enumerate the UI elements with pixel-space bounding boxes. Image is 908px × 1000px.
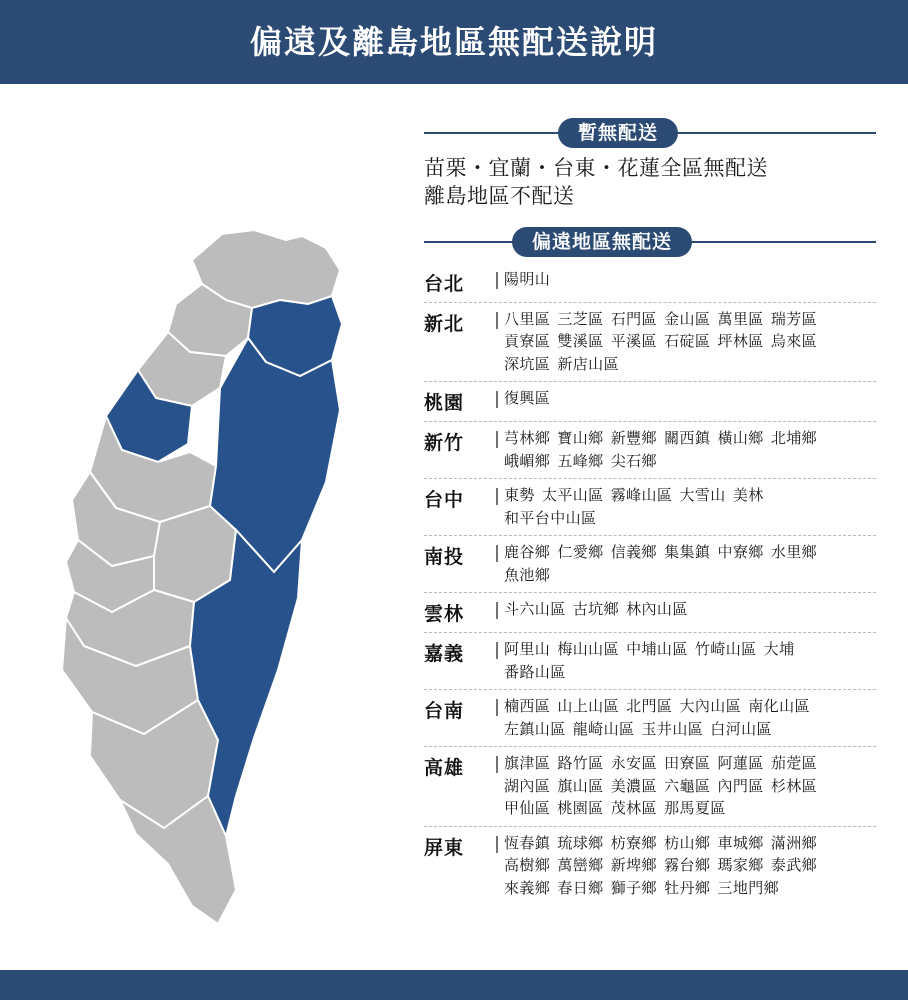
region-areas: [504, 695, 876, 740]
area-line: 和平台中山區: [504, 508, 597, 527]
page-footer: [0, 970, 908, 1000]
region-areas: [504, 541, 876, 586]
region-areas: [504, 427, 876, 472]
region-label: 屏東: [424, 836, 465, 859]
table-row: [424, 633, 876, 690]
no-delivery-text: [424, 154, 876, 211]
section-banner-remote: [424, 227, 876, 257]
row-divider: |: [494, 309, 500, 330]
area-line: 旗津區 路竹區 永安區 田寮區 阿蓮區 茄萣區: [504, 754, 818, 773]
area-line: 峨嵋鄉 五峰鄉 尖石鄉: [504, 451, 657, 470]
area-line: 深坑區 新店山區: [504, 354, 619, 373]
region-areas: [504, 752, 876, 820]
table-row: [424, 479, 876, 536]
taiwan-map-svg: [40, 200, 440, 940]
table-row: [424, 593, 876, 633]
banner-label: 暫無配送: [558, 118, 678, 148]
table-row: [424, 536, 876, 593]
table-row: [424, 382, 876, 422]
region-label: 雲林: [424, 603, 465, 626]
area-line: 復興區: [504, 389, 551, 408]
taiwan-map: [40, 200, 440, 940]
page-header: [0, 0, 908, 84]
row-divider: |: [494, 269, 500, 290]
row-divider: |: [494, 833, 500, 854]
region-label: 新竹: [424, 432, 465, 455]
region-label: 台北: [424, 272, 465, 295]
region-label: 桃園: [424, 392, 465, 415]
area-line: 來義鄉 春日鄉 獅子鄉 牡丹鄉 三地門鄉: [504, 878, 780, 897]
page-title: 偏遠及離島地區無配送說明: [249, 23, 658, 61]
area-line: 東勢 太平山區 霧峰山區 大雪山 美林: [504, 486, 764, 505]
area-line: 陽明山: [504, 269, 551, 288]
area-line: 甲仙區 桃園區 茂林區 那馬夏區: [504, 799, 726, 818]
row-divider: |: [494, 389, 500, 410]
region-label: 嘉義: [424, 643, 465, 666]
region-label: 台中: [424, 489, 465, 512]
area-line: 斗六山區 古坑鄉 林內山區: [504, 600, 688, 619]
area-line: 楠西區 山上山區 北門區 大內山區 南化山區: [504, 697, 810, 716]
table-row: [424, 263, 876, 303]
region-label: 南投: [424, 546, 465, 569]
area-line: 鹿谷鄉 仁愛鄉 信義鄉 集集鎮 中寮鄉 水里鄉: [504, 543, 818, 562]
area-line: 阿里山 梅山山區 中埔山區 竹崎山區 大埔: [504, 640, 795, 659]
table-row: [424, 422, 876, 479]
region-areas: [504, 308, 876, 376]
area-line: 八里區 三芝區 石門區 金山區 萬里區 瑞芳區: [504, 309, 818, 328]
table-row: [424, 303, 876, 383]
row-divider: |: [494, 543, 500, 564]
row-divider: |: [494, 486, 500, 507]
region-label: 高雄: [424, 757, 465, 780]
delivery-info-panel: [424, 118, 876, 905]
area-line: 恆春鎮 琉球鄉 枋寮鄉 枋山鄉 車城鄉 滿洲鄉: [504, 833, 818, 852]
region-areas: [504, 387, 876, 410]
row-divider: |: [494, 600, 500, 621]
region-areas: [504, 638, 876, 683]
area-line: 魚池鄉: [504, 565, 551, 584]
region-areas: [504, 598, 876, 621]
row-divider: |: [494, 754, 500, 775]
area-line: 貢寮區 雙溪區 平溪區 石碇區 坪林區 烏來區: [504, 332, 818, 351]
no-delivery-line-1: 苗栗・宜蘭・台東・花蓮全區無配送: [424, 156, 768, 180]
region-areas: [504, 484, 876, 529]
region-label: 台南: [424, 700, 465, 723]
section-banner-no-delivery: [424, 118, 876, 148]
area-line: 左鎮山區 龍崎山區 玉井山區 白河山區: [504, 719, 772, 738]
table-row: [424, 747, 876, 827]
row-divider: |: [494, 697, 500, 718]
region-label: 新北: [424, 312, 465, 335]
region-areas: [504, 832, 876, 900]
remote-area-table: [424, 263, 876, 906]
area-line: 芎林鄉 寶山鄉 新豐鄉 關西鎮 橫山鄉 北埔鄉: [504, 429, 818, 448]
table-row: [424, 827, 876, 906]
area-line: 湖內區 旗山區 美濃區 六龜區 內門區 杉林區: [504, 776, 818, 795]
area-line: 番路山區: [504, 662, 566, 681]
area-line: 高樹鄉 萬巒鄉 新埤鄉 霧台鄉 瑪家鄉 泰武鄉: [504, 856, 818, 875]
banner-label: 偏遠地區無配送: [512, 227, 692, 257]
row-divider: |: [494, 429, 500, 450]
region-areas: [504, 268, 876, 291]
row-divider: |: [494, 640, 500, 661]
no-delivery-line-2: 離島地區不配送: [424, 184, 575, 209]
table-row: [424, 690, 876, 747]
